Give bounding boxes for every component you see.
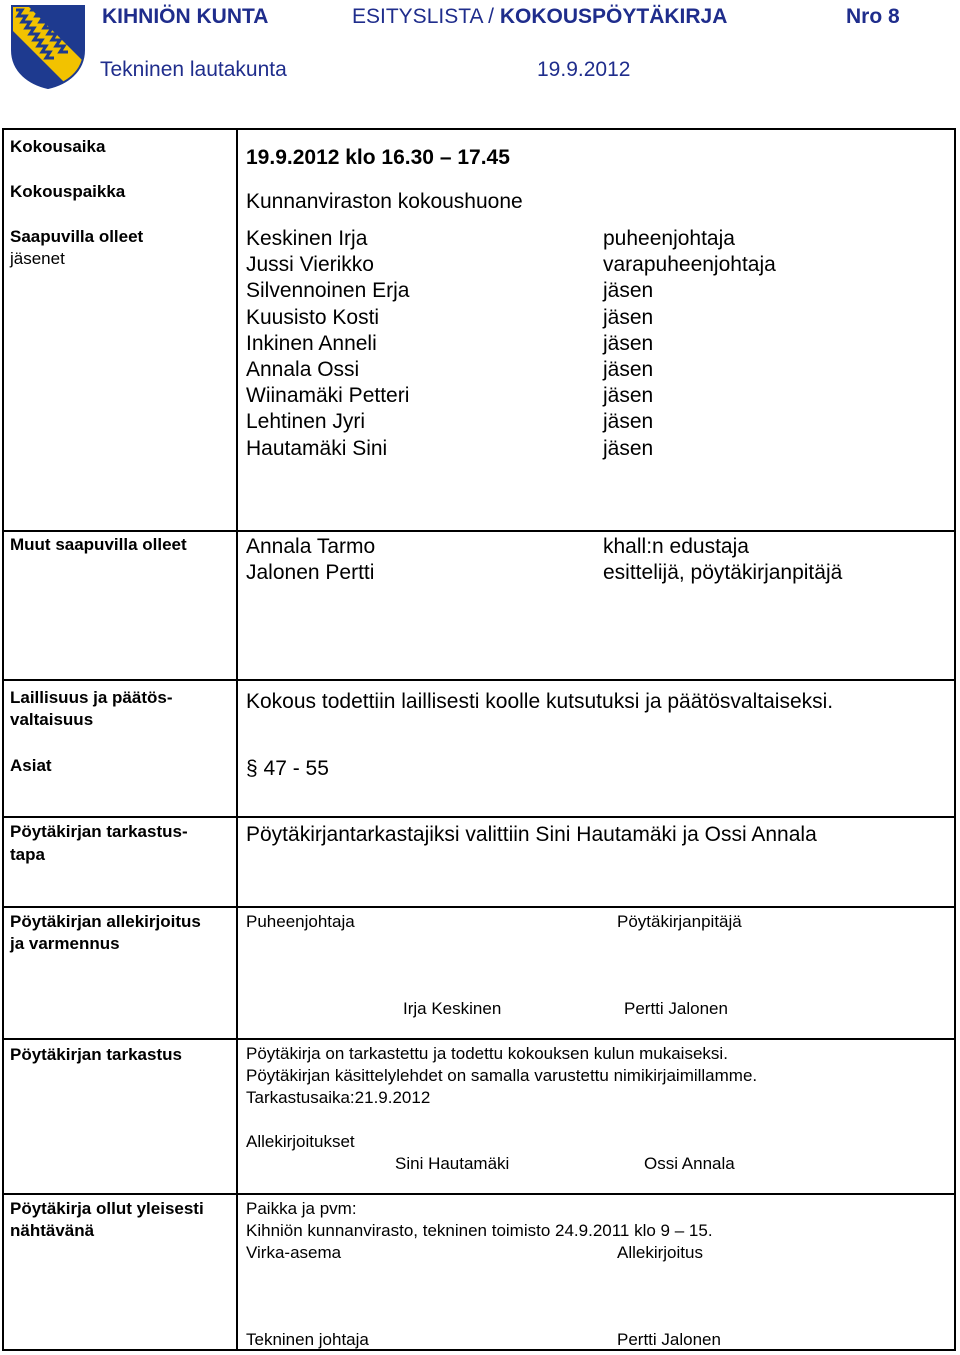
secretary-title: Pöytäkirjanpitäjä: [617, 912, 742, 931]
row-divider: [2, 906, 956, 908]
review-method-value: Pöytäkirjantarkastajiksi valittiin Sini Hautamäki ja Ossi Annala: [246, 823, 817, 846]
column-divider: [236, 128, 238, 1351]
others-label: Muut saapuvilla olleet: [10, 535, 187, 554]
other-roles: [603, 534, 842, 586]
signing-label-cont: ja varmennus: [10, 934, 120, 953]
row-divider: [2, 679, 956, 681]
member-name: Lehtinen Jyri: [246, 410, 366, 434]
member-role: jäsen: [603, 410, 654, 434]
review-line: Tarkastusaika:21.9.2012: [246, 1088, 431, 1107]
signatures-label: Allekirjoitukset: [246, 1132, 355, 1151]
meeting-time-label: Kokousaika: [10, 137, 106, 156]
municipality-name: KIHNIÖN KUNTA: [102, 5, 269, 28]
member-name: Wiinamäki Petteri: [246, 384, 410, 408]
other-names: [246, 534, 375, 586]
member-name: Jussi Vierikko: [246, 253, 374, 277]
signature-label: Allekirjoitus: [617, 1243, 703, 1262]
other-name: Jalonen Pertti: [246, 561, 375, 585]
member-role: jäsen: [603, 279, 654, 303]
public-label-cont: nähtävänä: [10, 1221, 95, 1240]
signer-name: Pertti Jalonen: [617, 1330, 721, 1349]
doc-type: KOKOUSPÖYTÄKIRJA: [499, 5, 728, 28]
position-label: Virka-asema: [246, 1243, 342, 1262]
legality-label: Laillisuus ja päätös-: [10, 688, 173, 707]
table-top-border: [2, 128, 956, 130]
municipal-crest: [10, 4, 86, 90]
review-line: Pöytäkirja on tarkastettu ja todettu kokouksen kulun mukaiseksi.: [246, 1044, 728, 1063]
meeting-place-label: Kokouspaikka: [10, 182, 126, 201]
review-label: Pöytäkirjan tarkastus: [10, 1045, 182, 1064]
member-name: Kuusisto Kosti: [246, 305, 380, 329]
table-right-border: [954, 128, 956, 1351]
items-label: Asiat: [10, 756, 52, 775]
other-role: khall:n edustaja: [603, 535, 749, 558]
reviewer-2-name: Ossi Annala: [644, 1154, 735, 1173]
meeting-time-value: 19.9.2012 klo 16.30 – 17.45: [246, 146, 510, 169]
signing-label: Pöytäkirjan allekirjoitus: [10, 912, 201, 931]
member-role: jäsen: [603, 305, 654, 329]
items-value: § 47 - 55: [246, 757, 329, 780]
secretary-name: Pertti Jalonen: [624, 999, 728, 1018]
member-role: varapuheenjohtaja: [603, 253, 776, 277]
board-name: Tekninen lautakunta: [100, 58, 287, 81]
meeting-place-value: Kunnanviraston kokoushuone: [246, 190, 523, 213]
legality-label-cont: valtaisuus: [10, 710, 94, 729]
row-divider: [2, 530, 956, 532]
doc-type-line: [352, 5, 727, 29]
member-role: jäsen: [603, 384, 654, 408]
legality-value: Kokous todettiin laillisesti koolle kutsutuksi ja päätösvaltaiseksi.: [246, 690, 834, 713]
chair-name: Irja Keskinen: [403, 999, 502, 1018]
reviewer-1-name: Sini Hautamäki: [395, 1154, 510, 1173]
review-method-label-cont: tapa: [10, 845, 45, 864]
place-date-value: Kihniön kunnanvirasto, tekninen toimisto 24.9.2011 klo 9 – 15.: [246, 1221, 713, 1240]
member-role: jäsen: [603, 357, 654, 381]
place-date-label: Paikka ja pvm:: [246, 1199, 357, 1218]
review-method-label: Pöytäkirjan tarkastus-: [10, 822, 188, 841]
member-names: [246, 226, 409, 462]
members-label: Saapuvilla olleet: [10, 227, 144, 246]
review-line: Pöytäkirjan käsittelylehdet on samalla varustettu nimikirjaimillamme.: [246, 1066, 758, 1085]
row-divider: [2, 1038, 956, 1040]
member-name: Inkinen Anneli: [246, 331, 377, 355]
row-divider: [2, 1193, 956, 1195]
table-left-border: [2, 128, 4, 1351]
row-divider: [2, 816, 956, 818]
members-label-cont: jäsenet: [10, 249, 65, 268]
member-name: Annala Ossi: [246, 357, 360, 381]
position-value: Tekninen johtaja: [246, 1330, 369, 1349]
public-label: Pöytäkirja ollut yleisesti: [10, 1199, 204, 1218]
other-role: esittelijä, pöytäkirjanpitäjä: [603, 561, 843, 585]
member-role: puheenjohtaja: [603, 227, 735, 250]
document-number: Nro 8: [846, 5, 900, 28]
member-role: jäsen: [603, 331, 654, 355]
member-roles: [603, 226, 776, 462]
doc-type-prefix: ESITYSLISTA /: [352, 5, 500, 28]
member-name: Silvennoinen Erja: [246, 279, 410, 303]
meeting-date: 19.9.2012: [537, 58, 631, 81]
member-name: Keskinen Irja: [246, 227, 368, 250]
table-bottom-border: [2, 1349, 956, 1351]
member-name: Hautamäki Sini: [246, 436, 388, 460]
other-name: Annala Tarmo: [246, 535, 376, 558]
member-role: jäsen: [603, 436, 654, 460]
chair-title: Puheenjohtaja: [246, 912, 355, 931]
